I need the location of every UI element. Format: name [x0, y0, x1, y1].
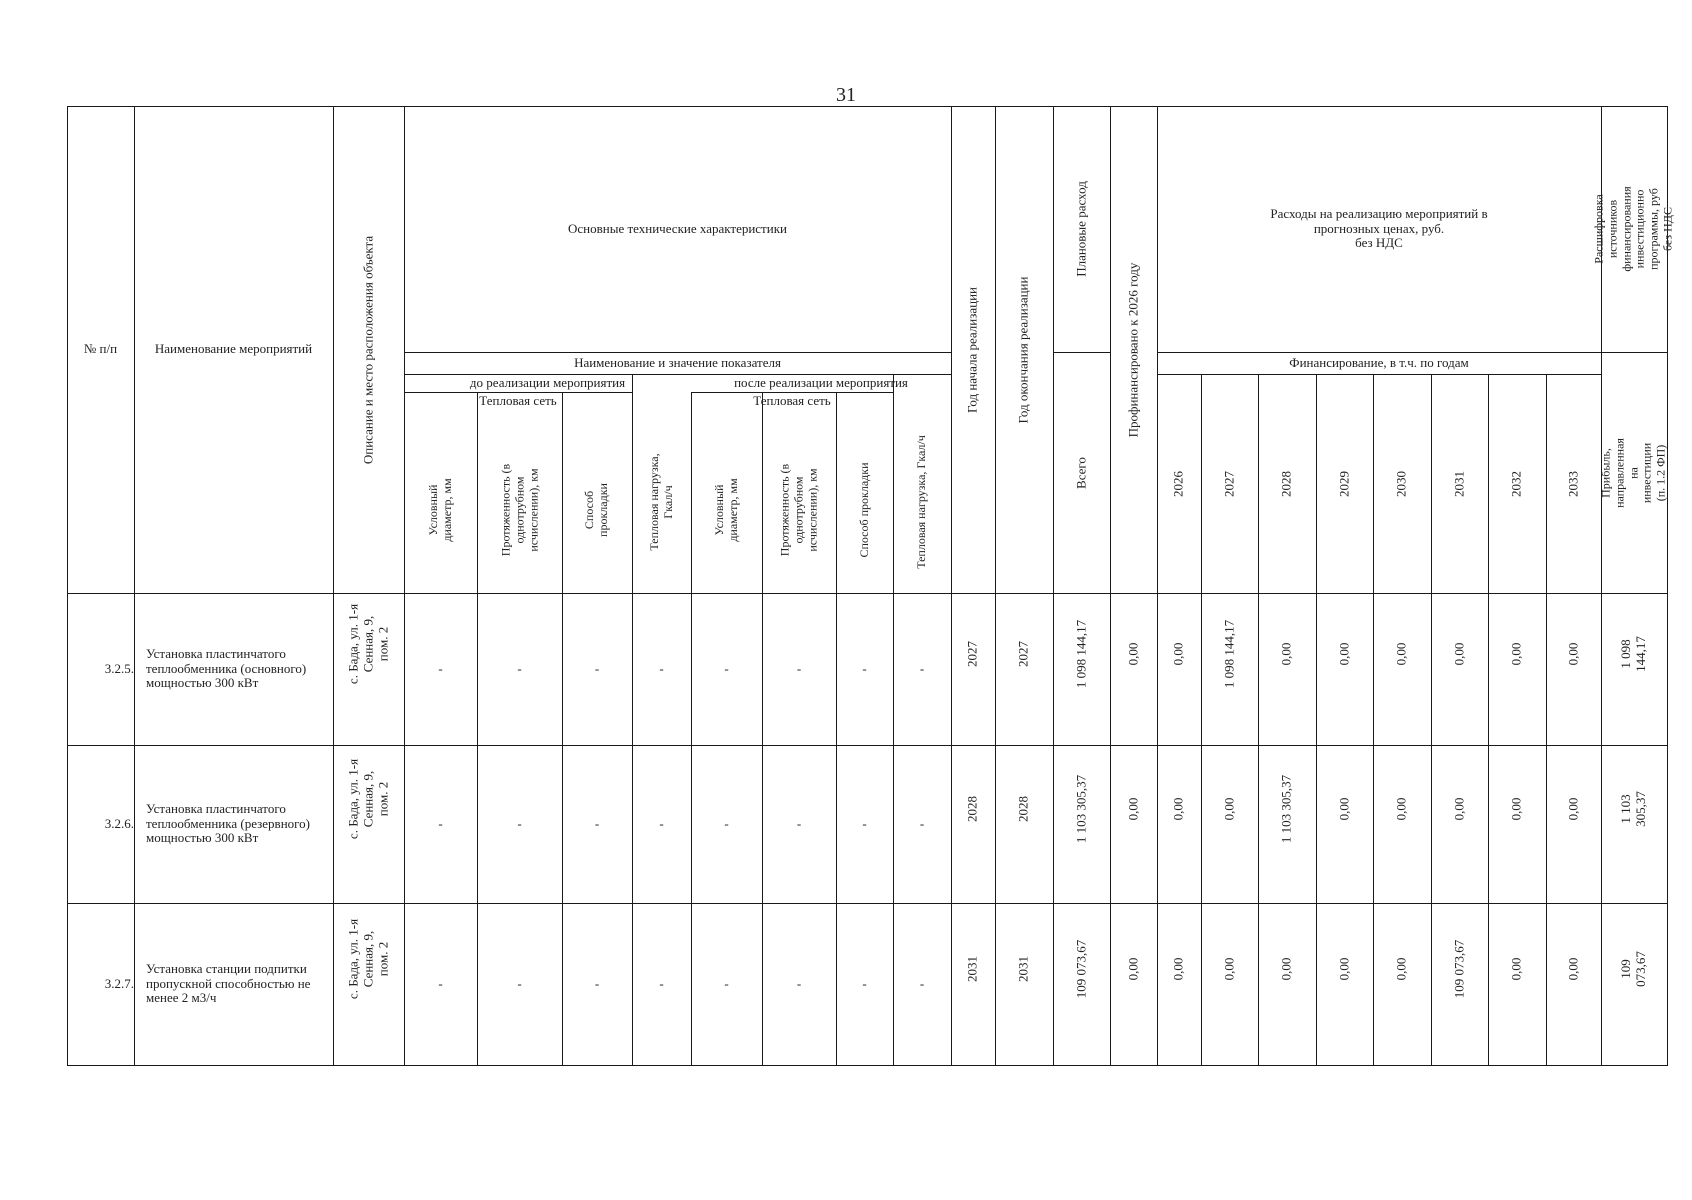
row-tech-dash: - [517, 815, 522, 831]
row-tech-dash: - [438, 660, 443, 676]
row-tech-dash: - [659, 975, 664, 991]
header-sources: Расшифровка источников финансирования инвестиционно программы, руб без НДС [1591, 186, 1675, 272]
row-tech-dash: - [517, 975, 522, 991]
row-year-value: 0,00 [1278, 642, 1294, 666]
header-year-2031: 2031 [1451, 470, 1467, 497]
row-year-value: 1 098 144,17 [1221, 619, 1237, 689]
row-year-value: 0,00 [1336, 642, 1352, 666]
row-tech-dash: - [659, 660, 664, 676]
header-year-2033: 2033 [1565, 470, 1581, 497]
header-year-end: Год окончания реализации [1015, 276, 1031, 423]
header-year-2029: 2029 [1336, 470, 1352, 497]
header-year-2030: 2030 [1393, 470, 1409, 497]
row-tech-dash: - [862, 975, 867, 991]
row-prefinanced: 0,00 [1125, 797, 1141, 821]
row-num: 3.2.5. [104, 660, 134, 676]
row-year-end: 2028 [1015, 796, 1031, 822]
row-year-start: 2031 [964, 956, 980, 982]
row-total: 109 073,67 [1073, 939, 1089, 999]
header-network-before: Тепловая сеть [479, 392, 557, 408]
header-laying-before: Способ прокладки [582, 482, 610, 537]
row-total: 1 103 305,37 [1073, 774, 1089, 844]
row-profit: 1 103 305,37 [1618, 791, 1648, 827]
row-profit: 109 073,67 [1618, 951, 1648, 987]
header-length-before: Протяженность (в однотрубном исчислении), км [497, 463, 540, 556]
header-year-2026: 2026 [1170, 470, 1186, 497]
row-location: с. Бада, ул. 1-я Сенная, 9, пом. 2 [345, 758, 390, 840]
row-year-value: 0,00 [1451, 797, 1467, 821]
row-prefinanced: 0,00 [1125, 957, 1141, 981]
row-year-value: 0,00 [1508, 797, 1524, 821]
header-after: после реализации мероприятия [734, 374, 908, 390]
page-number: 31 [836, 84, 856, 106]
header-expenses: Расходы на реализацию мероприятий в прогнозных ценах, руб. без НДС [1270, 205, 1488, 251]
header-tech-characteristics: Основные технические характеристики [568, 220, 787, 236]
header-planned: Плановые расход [1073, 181, 1089, 277]
row-year-value: 0,00 [1565, 642, 1581, 666]
header-network-after: Тепловая сеть [753, 392, 831, 408]
row-year-end: 2027 [1015, 641, 1031, 667]
header-length-after: Протяженность (в однотрубном исчислении), км [777, 463, 819, 556]
row-total: 1 098 144,17 [1073, 619, 1089, 689]
row-num: 3.2.6. [104, 815, 134, 831]
header-before: до реализации мероприятия [469, 374, 626, 390]
row-tech-dash: - [919, 660, 925, 676]
header-year-2032: 2032 [1508, 470, 1524, 497]
row-num: 3.2.7. [104, 975, 134, 991]
row-tech-dash: - [724, 660, 729, 676]
row-tech-dash: - [862, 660, 867, 676]
header-profit: Прибыль, направленная на инвестиции (п. 1.2 ФП) [1598, 437, 1668, 508]
row-year-value: 0,00 [1393, 957, 1409, 981]
row-tech-dash: - [919, 815, 925, 831]
row-profit: 1 098 144,17 [1618, 636, 1648, 672]
row-year-value: 0,00 [1393, 797, 1409, 821]
row-year-value: 0,00 [1508, 957, 1524, 981]
header-diameter-after: Условный диаметр, мм [711, 477, 740, 542]
row-year-value: 0,00 [1170, 797, 1186, 821]
row-tech-dash: - [724, 975, 729, 991]
row-tech-dash: - [796, 815, 802, 831]
row-tech-dash: - [796, 660, 802, 676]
header-num: № п/п [83, 341, 118, 357]
row-year-value: 0,00 [1393, 642, 1409, 666]
row-year-value: 1 103 305,37 [1278, 774, 1294, 844]
row-year-value: 0,00 [1170, 957, 1186, 981]
row-tech-dash: - [919, 975, 925, 991]
header-location: Описание и место расположения объекта [360, 235, 376, 464]
row-tech-dash: - [517, 660, 522, 676]
row-tech-dash: - [724, 815, 729, 831]
header-name: Наименование мероприятий [154, 341, 313, 357]
header-year-2028: 2028 [1278, 470, 1294, 497]
row-tech-dash: - [438, 815, 443, 831]
header-load-before: Тепловая нагрузка, Гкал/ч [646, 452, 675, 551]
header-financing: Финансирование, в т.ч. по годам [1289, 354, 1469, 370]
row-year-value: 0,00 [1508, 642, 1524, 666]
row-name: Установка пластинчатого теплообменника (резервного) мощностью 300 кВт [146, 800, 310, 846]
header-indicator: Наименование и значение показателя [574, 354, 781, 370]
header-total: Всего [1073, 456, 1089, 489]
row-year-value: 0,00 [1278, 957, 1294, 981]
row-name: Установка пластинчатого теплообменника (основного) мощностью 300 кВт [146, 645, 307, 691]
row-year-value: 0,00 [1221, 797, 1237, 821]
row-year-value: 0,00 [1221, 957, 1237, 981]
row-tech-dash: - [796, 975, 802, 991]
row-year-value: 0,00 [1565, 957, 1581, 981]
row-location: с. Бада, ул. 1-я Сенная, 9, пом. 2 [345, 918, 390, 1000]
row-tech-dash: - [438, 975, 443, 991]
row-tech-dash: - [594, 660, 600, 676]
row-prefinanced: 0,00 [1125, 642, 1141, 666]
header-laying-after: Способ прокладки [856, 461, 871, 558]
row-name: Установка станции подпитки пропускной способностью не менее 2 м3/ч [146, 960, 311, 1006]
row-tech-dash: - [659, 815, 664, 831]
row-year-value: 0,00 [1336, 797, 1352, 821]
row-year-start: 2027 [964, 641, 980, 667]
row-tech-dash: - [594, 975, 600, 991]
header-prefinanced: Профинансировано к 2026 году [1125, 262, 1141, 437]
row-year-value: 0,00 [1565, 797, 1581, 821]
row-tech-dash: - [594, 815, 600, 831]
header-year-start: Год начала реализации [964, 286, 980, 413]
header-diameter-before: Условный диаметр, мм [425, 477, 454, 542]
header-year-2027: 2027 [1221, 470, 1237, 497]
row-year-value: 0,00 [1451, 642, 1467, 666]
row-tech-dash: - [862, 815, 867, 831]
row-year-value: 109 073,67 [1451, 939, 1467, 999]
row-year-start: 2028 [964, 796, 980, 822]
row-location: с. Бада, ул. 1-я Сенная, 9, пом. 2 [345, 603, 390, 685]
header-load-after: Тепловая нагрузка, Гкал/ч [914, 434, 929, 569]
row-year-value: 0,00 [1336, 957, 1352, 981]
row-year-end: 2031 [1015, 956, 1031, 982]
row-year-value: 0,00 [1170, 642, 1186, 666]
